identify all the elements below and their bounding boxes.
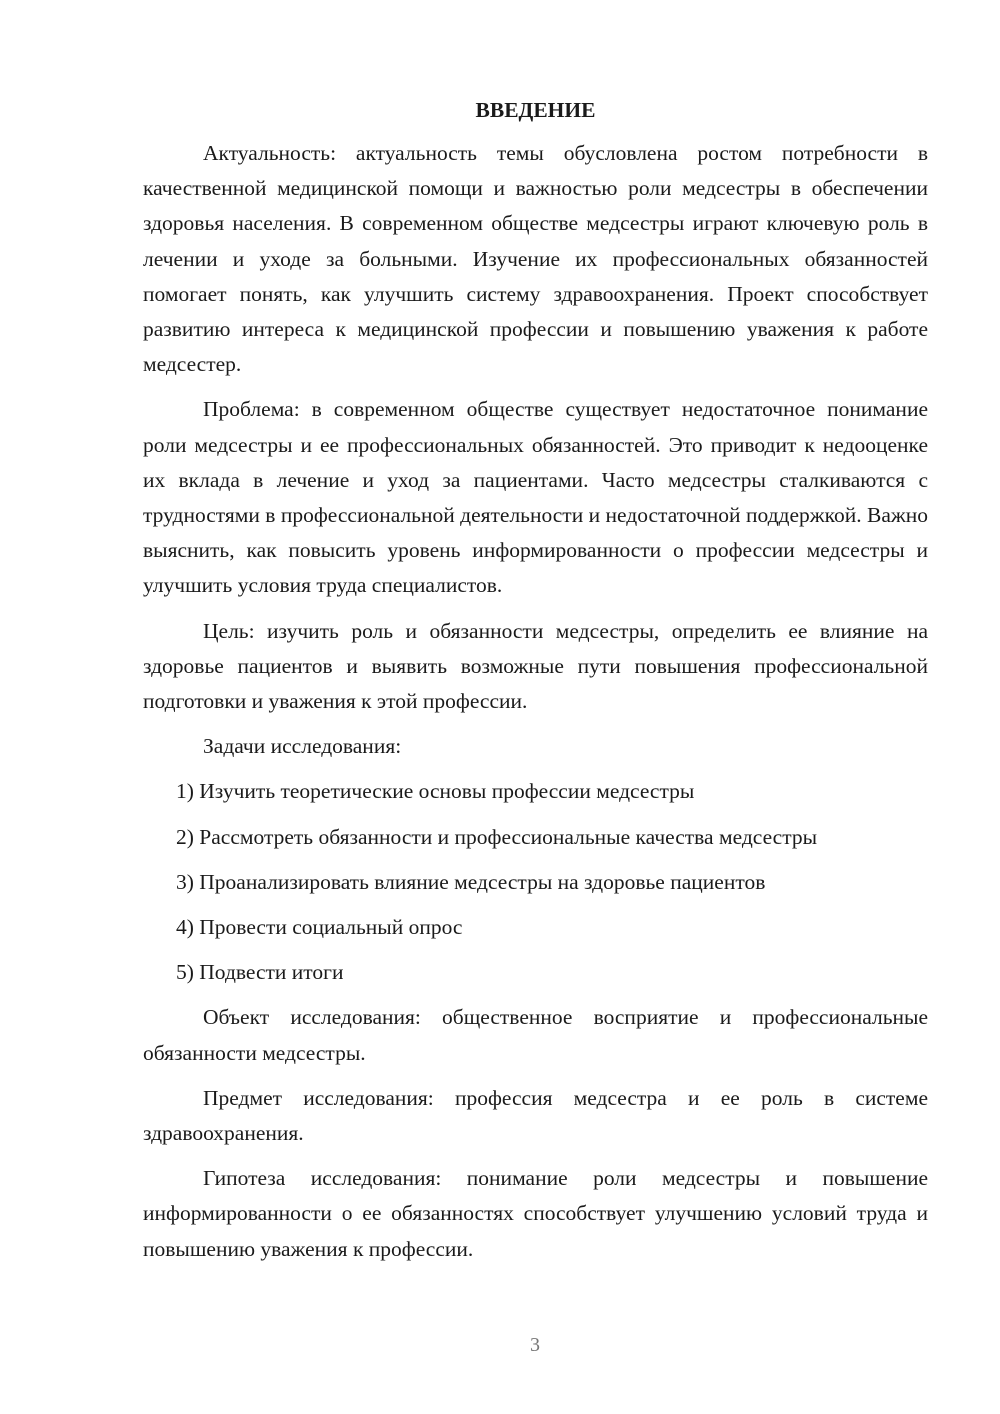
- list-item: 4) Провести социальный опрос: [176, 915, 463, 940]
- list-item: 1) Изучить теоретические основы профессии медсестры: [176, 779, 695, 804]
- list-item: 5) Подвести итоги: [176, 960, 344, 985]
- subject-paragraph: Предмет исследования: профессия медсестра и ее роль в системе здравоохранения.: [143, 1085, 928, 1146]
- problem-paragraph: Проблема: в современном обществе существует недостаточное понимание роли медсестры и ее профессиональных обязанностей. Это приводит к недооценке их вклада в лечение и уход за пациентами. Часто медсестры сталкиваются с трудностями в профессиональной деятельности и недостаточной поддержкой. Важно выяснить, как повысить уровень информированности о профессии медсестры и улучшить условия труда специалистов.: [143, 397, 928, 598]
- tasks-heading: Задачи исследования:: [203, 734, 402, 759]
- relevance-paragraph: Актуальность: актуальность темы обусловлена ростом потребности в качественной медицинской помощи и важностью роли медсестры в обеспечении здоровья населения. В современном обществе медсестры играют ключевую роль в лечении и уходе за больными. Изучение их профессиональных обязанностей помогает понять, как улучшить систему здравоохранения. Проект способствует развитию интереса к медицинской профессии и повышению уважения к работе медсестер.: [143, 141, 928, 377]
- object-paragraph: Объект исследования: общественное восприятие и профессиональные обязанности медсестры.: [143, 1005, 928, 1065]
- document-page: [143, 95, 928, 1277]
- goal-paragraph: Цель: изучить роль и обязанности медсестры, определить ее влияние на здоровье пациентов и выявить возможные пути повышения профессиональной подготовки и уважения к этой профессии.: [143, 618, 928, 714]
- task-list: [143, 774, 928, 990]
- list-item: 2) Рассмотреть обязанности и профессиональные качества медсестры: [176, 824, 818, 849]
- section-title: ВВЕДЕНИЕ: [475, 98, 596, 122]
- hypothesis-paragraph: Гипотеза исследования: понимание роли медсестры и повышение информированности о ее обязанностях способствует улучшению условий труда и повышению уважения к профессии.: [143, 1166, 928, 1261]
- list-item: 3) Проанализировать влияние медсестры на здоровье пациентов: [176, 869, 766, 894]
- page-number: 3: [530, 1334, 540, 1356]
